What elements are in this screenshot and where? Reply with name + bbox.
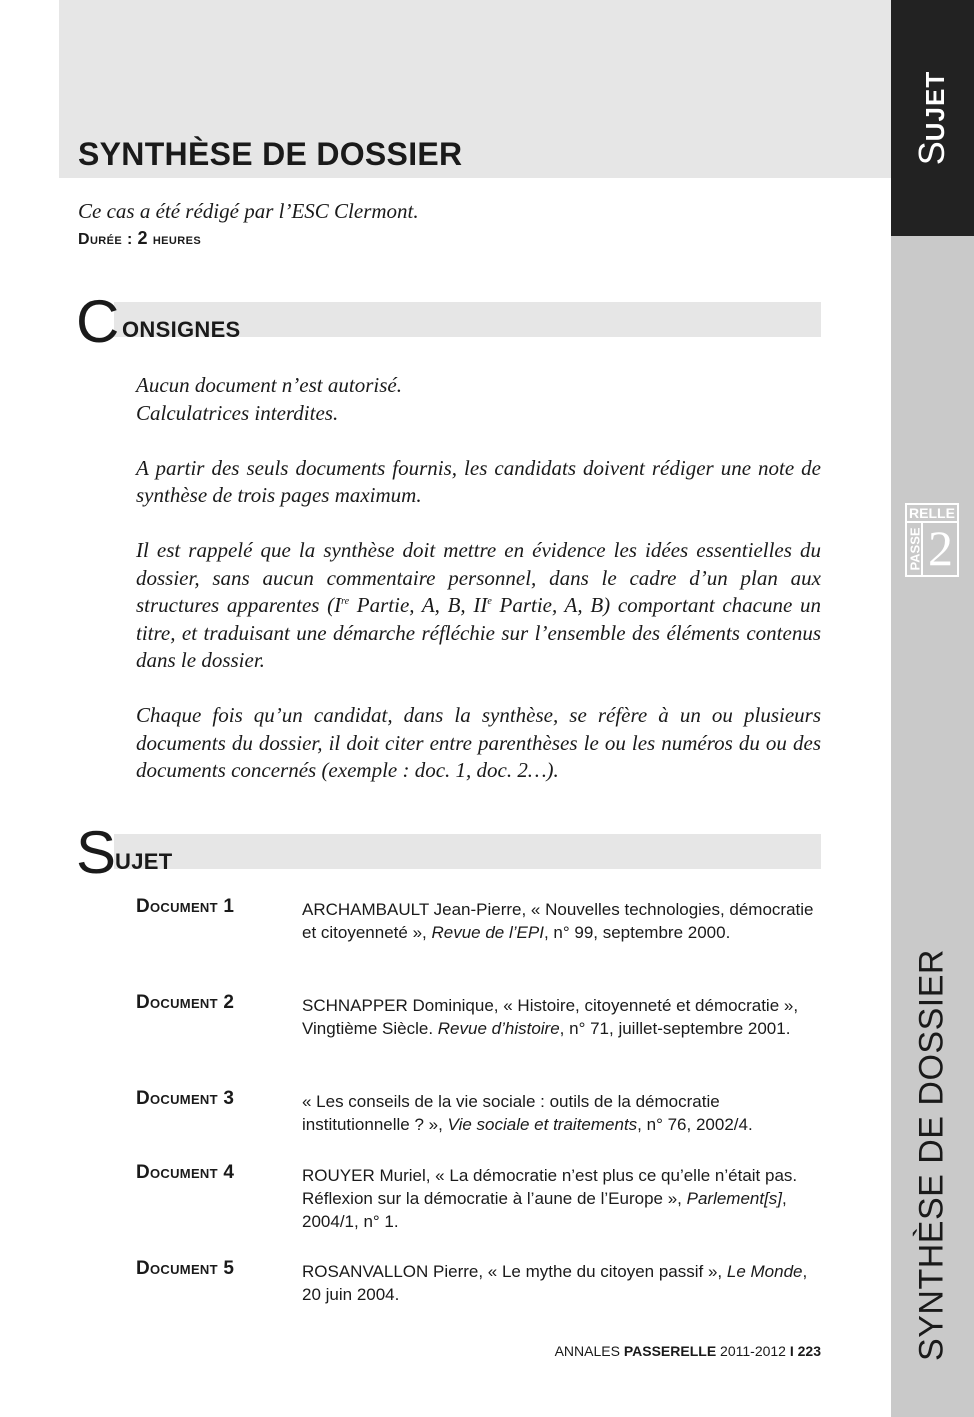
tab-initial: S — [911, 141, 952, 166]
document-reference — [302, 1090, 822, 1136]
document-label: Document 1 — [136, 896, 235, 917]
footer-years: 2011-2012 — [716, 1343, 790, 1359]
ref-text: , 20 juin 2004. — [302, 1262, 808, 1304]
ref-italic: Vie sociale et traitements — [447, 1115, 638, 1134]
document-reference — [302, 1260, 822, 1306]
text-span: Partie, A, B) comportant chacune un titre, et traduisant une démarche réfléchie sur l’ensemble des éléments contenus dans le dossier. — [136, 593, 821, 672]
footer-prefix: ANNALES — [554, 1343, 624, 1359]
duration-unit: heures — [147, 231, 202, 248]
page-title: SYNTHÈSE DE DOSSIER — [78, 136, 463, 172]
consignes-para-1 — [136, 372, 821, 427]
ref-italic: Revue d’histoire — [437, 1019, 560, 1038]
consignes-body — [136, 372, 821, 785]
consignes-para-4: Chaque fois qu’un candidat, dans la synthèse, se réfère à un ou plusieurs documents du dossier, il doit citer entre parenthèses le ou les numéros du ou des documents concernés (exemple : doc. 1, doc. 2…). — [136, 703, 821, 782]
sujet-heading-bar — [114, 834, 821, 869]
ref-text: , n° 71, juillet-septembre 2001. — [559, 1019, 791, 1038]
footer-brand: PASSERELLE — [623, 1343, 717, 1359]
text-span: Il est rappelé que la synthèse doit mettre en évidence les idées essentielles du dossier, sans aucun commentaire personnel, dans le cadre d’un plan aux structures apparentes (I — [136, 538, 821, 617]
intro-text: Ce cas a été rédigé par l’ESC Clermont. — [78, 199, 419, 223]
duration-line — [78, 228, 201, 249]
ref-text: « Les conseils de la vie sociale : outils de la démocratie institutionnelle ? », — [302, 1092, 720, 1134]
document-label: Document 5 — [136, 1258, 235, 1279]
ref-italic: Le Monde — [726, 1262, 803, 1281]
ref-text: ROSANVALLON Pierre, « Le mythe du citoyen passif », — [302, 1262, 727, 1281]
ref-text: ROUYER Muriel, « La démocratie n’est plus ce qu’elle n’était pas. Réflexion sur la démocratie à l’aune de l’Europe », — [302, 1166, 798, 1208]
tab-rest: UJET — [920, 70, 950, 142]
page-number: 223 — [793, 1343, 821, 1359]
superscript: e — [487, 596, 492, 607]
document-label: Document 2 — [136, 992, 235, 1013]
ref-text: , n° 99, septembre 2000. — [543, 923, 731, 942]
document-reference — [302, 994, 822, 1040]
ref-text: ARCHAMBAULT Jean-Pierre, « Nouvelles technologies, démocratie et citoyenneté », — [302, 900, 814, 942]
ref-italic: Revue de l’EPI — [431, 923, 544, 942]
logo-side — [907, 523, 923, 575]
ref-text: , 2004/1, n° 1. — [302, 1189, 787, 1231]
sujet-heading-initial: S — [76, 819, 117, 886]
superscript: re — [341, 596, 350, 607]
document-reference — [302, 898, 822, 944]
sidebar-vertical-title: SYNTHÈSE DE DOSSIER — [912, 949, 951, 1361]
footer-separator: I — [789, 1343, 794, 1359]
consignes-line: Aucun document n’est autorisé. — [136, 373, 402, 397]
consignes-line: Calculatrices interdites. — [136, 400, 339, 425]
logo-top-text: RELLE — [907, 505, 957, 523]
passerelle-logo — [905, 503, 959, 577]
ref-italic: Parlement[s] — [686, 1189, 783, 1208]
document-label: Document 4 — [136, 1162, 235, 1183]
consignes-para-3 — [136, 537, 821, 675]
document-reference — [302, 1164, 822, 1233]
ref-text: SCHNAPPER Dominique, « Histoire, citoyenneté et démocratie », Vingtième Siècle. — [302, 996, 799, 1038]
duration-value: 2 — [137, 228, 148, 248]
sujet-heading-rest: UJET — [115, 849, 173, 874]
document-label: Document 3 — [136, 1088, 235, 1109]
page-footer — [555, 1343, 821, 1359]
ref-text: , n° 76, 2002/4. — [637, 1115, 753, 1134]
logo-side-text: PASSE — [907, 527, 923, 571]
consignes-para-2: A partir des seuls documents fournis, les candidats doivent rédiger une note de synthèse de trois pages maximum. — [136, 455, 821, 507]
consignes-heading-initial: C — [76, 288, 120, 355]
text-span: Partie, A, B, II — [349, 593, 488, 617]
sidebar-tab-label — [911, 71, 953, 165]
logo-number: 2 — [928, 520, 953, 576]
duration-label: Durée : — [78, 231, 138, 248]
consignes-heading-rest: ONSIGNES — [122, 317, 241, 342]
